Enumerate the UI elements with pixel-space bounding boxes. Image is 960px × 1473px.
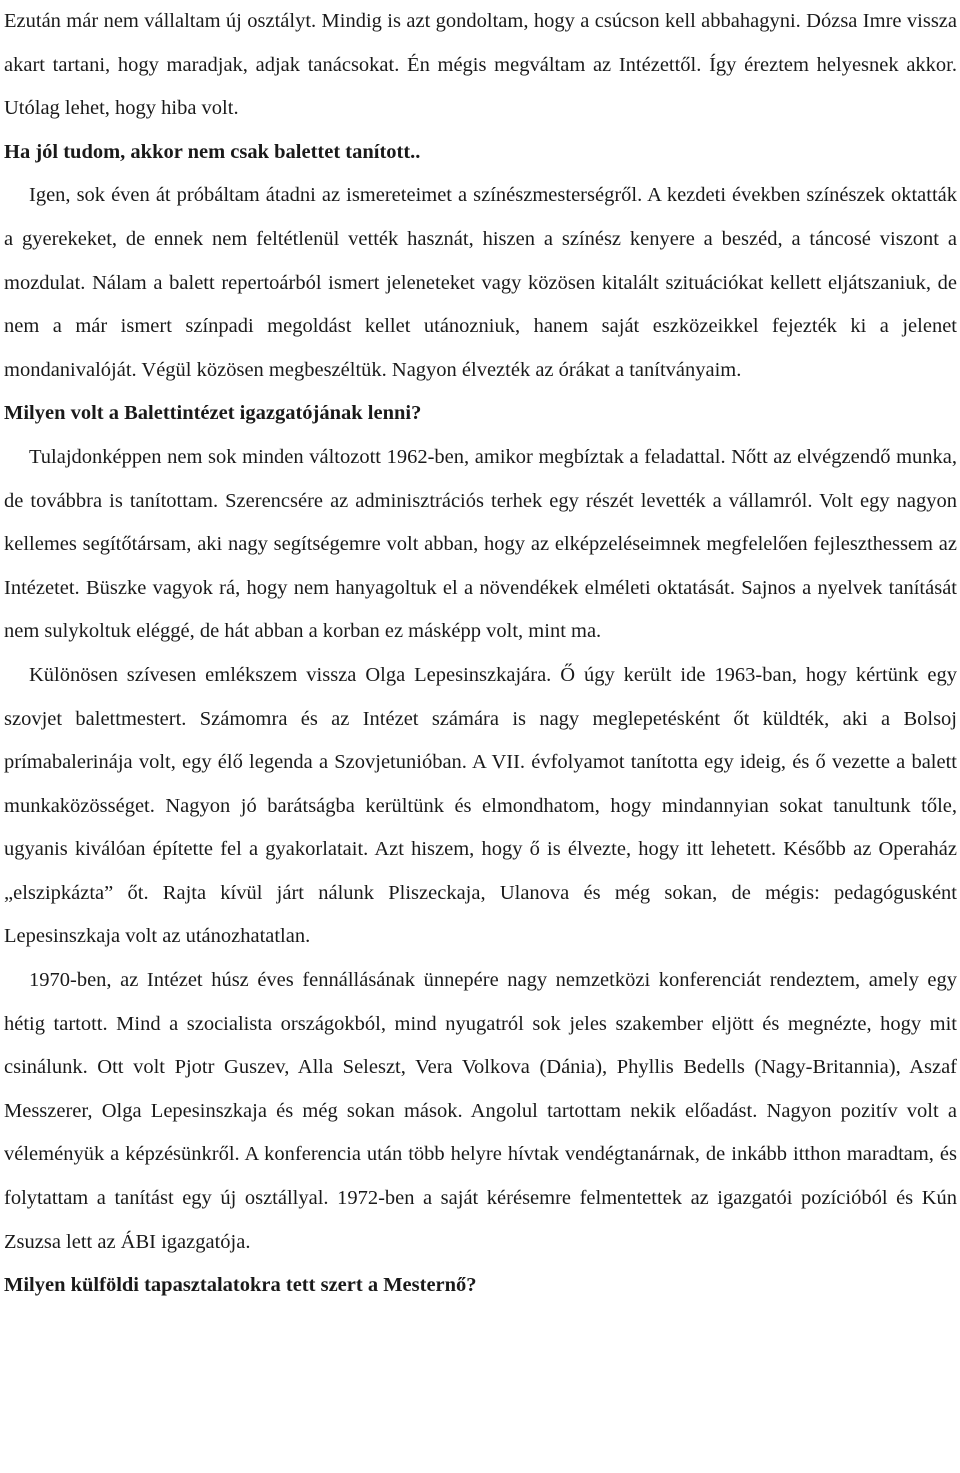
document-page (4, 0, 957, 1308)
question-heading-abroad: Milyen külföldi tapasztalatokra tett szert a Mesternő? (4, 1274, 477, 1297)
question-heading-teaching: Ha jól tudom, akkor nem csak balettet tanított.. (4, 140, 421, 163)
question-heading-director: Milyen volt a Balettintézet igazgatójának lenni? (4, 402, 422, 425)
paragraph-acting: Igen, sok éven át próbáltam átadni az ismereteimet a színészmesterségről. A kezdeti években színészek oktatták a gyerekeket, de ennek nem feltétlenül vették hasznát, hiszen a színész kenyere a beszéd, a táncosé viszont a mozdulat. Nálam a balett repertoárból ismert jeleneteket vagy közösen kitalált szituációkat kellett eljátszaniuk, de nem a már ismert színpadi megoldást kellet utánozniuk, hanem saját eszközeikkel fejezték ki a jelenet mondanivalóját. Végül közösen megbeszéltük. Nagyon élvezték az órákat a tanítványaim. (4, 184, 957, 381)
paragraph-lepesinszkaja: Különösen szívesen emlékszem vissza Olga Lepesinszkajára. Ő úgy került ide 1963-ban, hogy kértünk egy szovjet balettmestert. Számomra és az Intézet számára is nagy meglepetésként őt küldték, aki a Bolsoj prímabalerinája volt, egy élő legenda a Szovjetunióban. A VII. évfolyamot tanította egy ideig, és ő vezette a balett munkaközösséget. Nagyon jó barátságba kerültünk és elmondhatom, hogy mindannyian sokat tanultunk tőle, ugyanis kiválóan építette fel a gyakorlatait. Azt hiszem, hogy ő is élvezte, hogy itt lehetett. Később az Operaház „elszipkázta” őt. Rajta kívül járt nálunk Pliszeckaja, Ulanova és még sokan, de mégis: pedagógusként Lepesinszkaja volt az utánozhatatlan. (4, 663, 957, 948)
paragraph-conference: 1970-ben, az Intézet húsz éves fennállásának ünnepére nagy nemzetközi konferenciát rendeztem, amely egy hétig tartott. Mind a szocialista országokból, mind nyugatról sok jeles szakember eljött és megnézte, hogy mit csinálunk. Ott volt Pjotr Guszev, Alla Seleszt, Vera Volkova (Dánia), Phyllis Bedells (Nagy-Britannia), Aszaf Messzerer, Olga Lepesinszkaja és még sokan mások. Angolul tartottam nekik előadást. Nagyon pozitív volt a véleményük a képzésünkről. A konferencia után több helyre hívtak vendégtanárnak, de inkább itthon maradtam, és folytattam a tanítást egy új osztállyal. 1972-ben a saját kérésemre felmentettek az igazgatói pozícióból és Kún Zsuzsa lett az ÁBI igazgatója. (4, 969, 957, 1253)
paragraph-intro: Ezután már nem vállaltam új osztályt. Mindig is azt gondoltam, hogy a csúcson kell abbahagyni. Dózsa Imre vissza akart tartani, hogy maradjak, adjak tanácsokat. Én mégis megváltam az Intézettől. Így éreztem helyesnek akkor. Utólag lehet, hogy hiba volt. (4, 10, 957, 120)
paragraph-director: Tulajdonképpen nem sok minden változott 1962-ben, amikor megbíztak a feladattal. Nőtt az elvégzendő munka, de továbbra is tanítottam. Szerencsére az adminisztrációs terhek egy részét levették a vállamról. Volt egy nagyon kellemes segítőtársam, aki nagy segítségemre volt abban, hogy az elképzeléseimnek megfelelően fejleszthessem az Intézetet. Büszke vagyok rá, hogy nem hanyagoltuk el a növendékek elméleti oktatását. Sajnos a nyelvek tanítását nem sulykoltuk eléggé, de hát abban a korban ez másképp volt, mint ma. (4, 445, 957, 643)
